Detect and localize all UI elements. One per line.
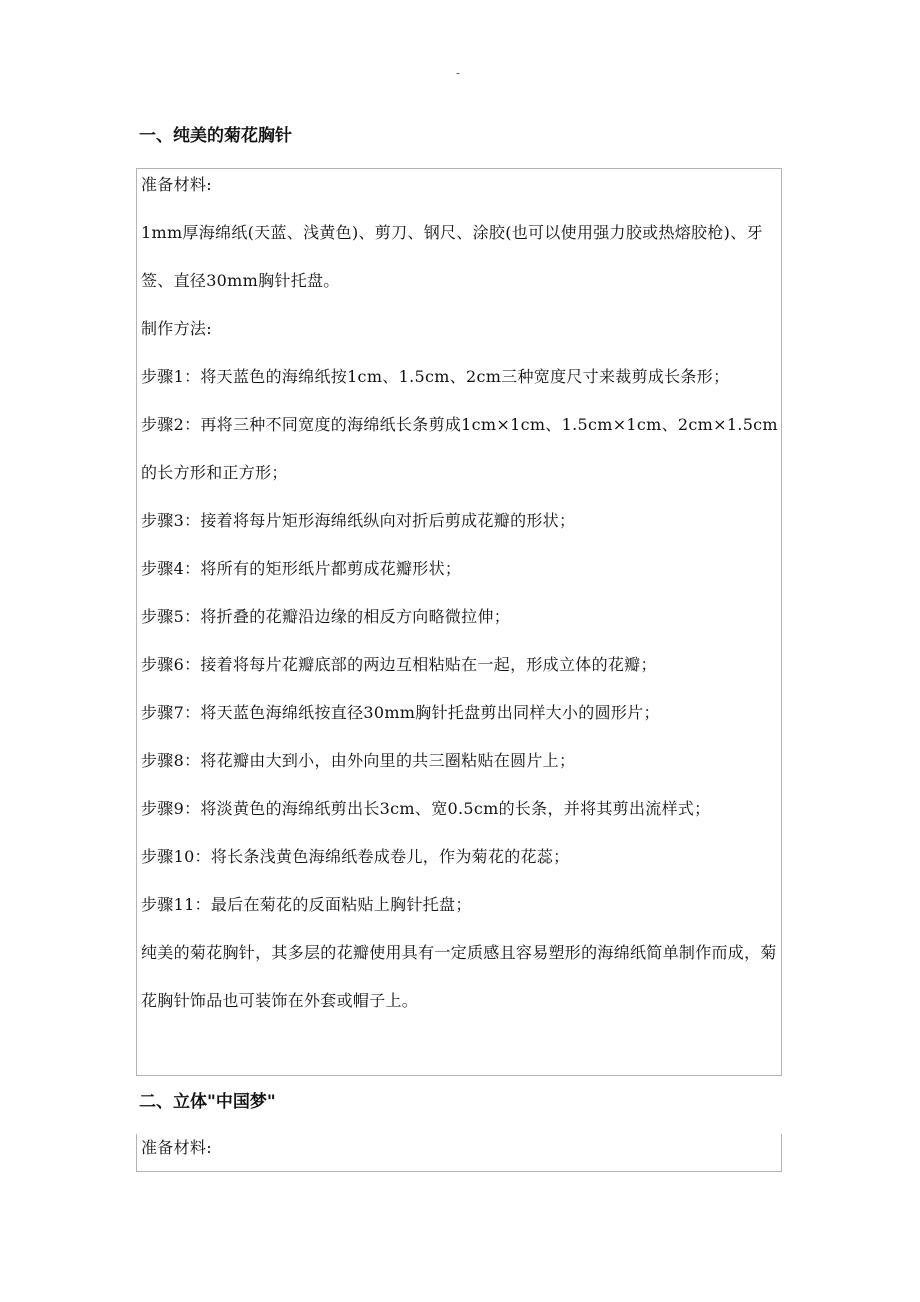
step-2: 步骤2：再将三种不同宽度的海绵纸长条剪成1cm×1cm、1.5cm×1cm、2cm×1.5cm的长方形和正方形； [141,415,778,482]
step-5: 步骤5：将折叠的花瓣沿边缘的相反方向略微拉伸； [141,607,511,626]
step-11: 步骤11：最后在菊花的反面粘贴上胸针托盘； [141,895,472,914]
section-2-heading: 二、立体"中国梦" [139,1092,276,1112]
step-7: 步骤7：将天蓝色海绵纸按直径30mm胸针托盘剪出同样大小的圆形片； [141,703,660,722]
step-8: 步骤8：将花瓣由大到小，由外向里的共三圈粘贴在圆片上； [141,751,576,770]
section-2-content-box [136,1134,782,1172]
section-1-heading: 一、纯美的菊花胸针 [139,126,292,146]
materials-label: 准备材料: [141,175,212,194]
materials-text: 1mm厚海绵纸(天蓝、浅黄色)、剪刀、钢尺、涂胶(也可以使用强力胶或热熔胶枪)、牙签、直径30mm胸针托盘。 [141,223,763,290]
step-4: 步骤4：将所有的矩形纸片都剪成花瓣形状； [141,559,462,578]
page-marker: - [456,66,461,80]
step-10: 步骤10：将长条浅黄色海绵纸卷成卷儿，作为菊花的花蕊； [141,847,570,866]
section-1-content-box [136,168,782,1076]
step-6: 步骤6：接着将每片花瓣底部的两边互相粘贴在一起，形成立体的花瓣； [141,655,657,674]
step-9: 步骤9：将淡黄色的海绵纸剪出长3cm、宽0.5cm的长条，并将其剪出流样式； [141,799,711,818]
step-1: 步骤1：将天蓝色的海绵纸按1cm、1.5cm、2cm三种宽度尺寸来裁剪成长条形； [141,367,730,386]
section-2-materials-label: 准备材料: [141,1138,212,1157]
step-3: 步骤3：接着将每片矩形海绵纸纵向对折后剪成花瓣的形状； [141,511,576,530]
method-label: 制作方法: [141,319,212,338]
conclusion-text: 纯美的菊花胸针，其多层的花瓣使用具有一定质感且容易塑形的海绵纸简单制作而成，菊花胸针饰品也可装饰在外套或帽子上。 [141,943,777,1010]
